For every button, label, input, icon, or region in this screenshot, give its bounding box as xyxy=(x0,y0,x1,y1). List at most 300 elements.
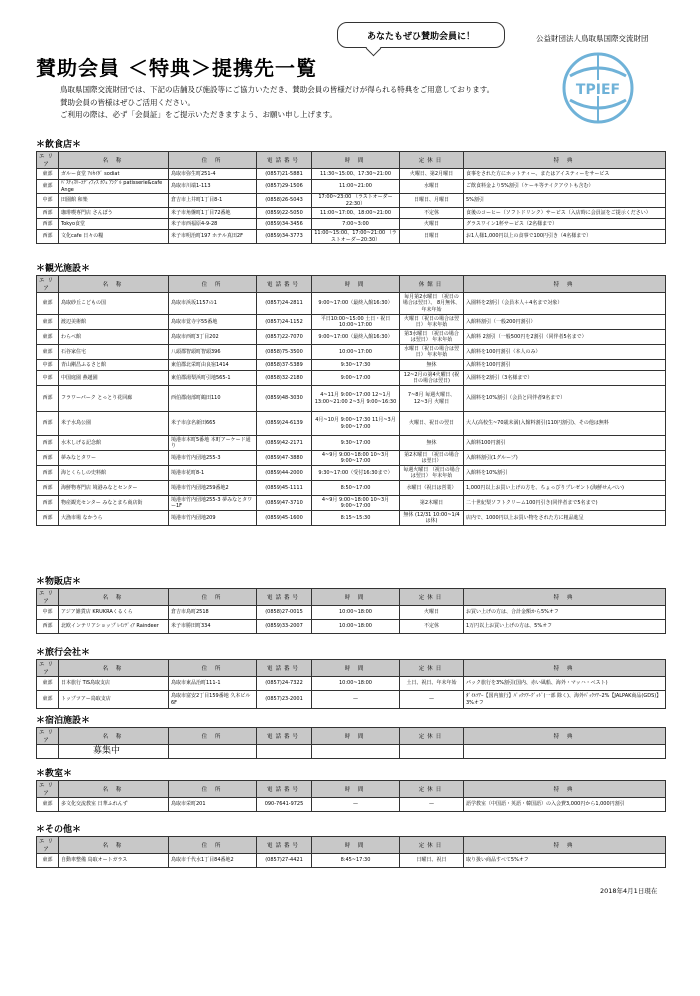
closed-cell: 土日、祝日、年末年始 xyxy=(400,677,464,691)
address-cell: 鳥取市弥生町251-4 xyxy=(169,169,257,180)
address-cell: 西伯郡南部町鶴田110 xyxy=(169,386,257,412)
phone-cell: (0857)24-2811 xyxy=(257,293,312,315)
area-cell: 西部 xyxy=(37,412,59,436)
table-row xyxy=(37,436,666,451)
hours-cell: 9:00~17:00（最終入館16:30） xyxy=(312,330,400,345)
column-header: 電話番号 xyxy=(257,837,312,854)
closed-cell: 第3水曜日 （祝日の場合は翌日） 年末年始 xyxy=(400,330,464,345)
area-cell: 中部 xyxy=(37,606,59,620)
phone-cell: 090-7641-9725 xyxy=(257,798,312,812)
closed-cell: — xyxy=(400,691,464,709)
hours-cell: 9:30~17:30 xyxy=(312,360,400,371)
organization-name: 公益財団法人鳥取県国際交流財団 xyxy=(536,34,649,43)
section-title: ＊観光施設＊ xyxy=(36,264,91,274)
hours-cell: 4~9月 9:00~18:00 10~3月 9:00~17:00 xyxy=(312,496,400,511)
closed-cell: 水曜日（祝日は営業） xyxy=(400,481,464,496)
phone-cell xyxy=(257,745,312,759)
name-cell: 米子水鳥公園 xyxy=(59,412,169,436)
benefit-cell: お買い上げの方は、合計金額から5%オフ xyxy=(464,606,666,620)
area-cell: 東部 xyxy=(37,691,59,709)
column-header: 定休日 xyxy=(400,781,464,798)
name-cell: 北欧インテリアショップ ﾚｲﾝﾃﾞｨｱ Raindeer xyxy=(59,620,169,634)
name-cell: 田園館 和楽 xyxy=(59,194,169,208)
phone-cell: (0859)45-1111 xyxy=(257,481,312,496)
column-header: 特 典 xyxy=(464,781,666,798)
column-header: 特 典 xyxy=(464,837,666,854)
hours-cell: — xyxy=(312,691,400,709)
benefit-cell: 1万円以上お買い上げの方は、5%オフ xyxy=(464,620,666,634)
phone-cell: (0859)45-1600 xyxy=(257,511,312,526)
phone-cell: (0859)24-6139 xyxy=(257,412,312,436)
address-cell: 東伯郡湯梨浜町引地565-1 xyxy=(169,371,257,386)
area-cell: 東部 xyxy=(37,854,59,868)
benefit-cell: 入園料を2割引（会員本人＋4名まで対象） xyxy=(464,293,666,315)
name-cell: 海とくらしの史料館 xyxy=(59,466,169,481)
column-header: エリア xyxy=(37,728,59,745)
closed-cell: 第2木曜日 （祝日の場合は翌日） xyxy=(400,451,464,466)
phone-cell: (0859)33-2007 xyxy=(257,620,312,634)
phone-cell: (0857)29-1506 xyxy=(257,180,312,194)
column-header: 休館日 xyxy=(400,276,464,293)
name-cell: 文化cafe 日々の糧 xyxy=(59,230,169,244)
column-header: 住 所 xyxy=(169,276,257,293)
hours-cell: 8:50~17:00 xyxy=(312,481,400,496)
address-cell: 米子市西福原4-9-28 xyxy=(169,219,257,230)
section-title: ＊旅行会社＊ xyxy=(36,648,91,658)
hours-cell: — xyxy=(312,798,400,812)
column-header: 特 典 xyxy=(464,276,666,293)
hours-cell xyxy=(312,745,400,759)
table-row xyxy=(37,230,666,244)
phone-cell: (0858)26-5043 xyxy=(257,194,312,208)
name-cell: 珈琲喫専門店 さんぽう xyxy=(59,208,169,219)
phone-cell: (0859)42-2171 xyxy=(257,436,312,451)
closed-cell: 12~2月の第4火曜日 (祝日の場合は翌日) xyxy=(400,371,464,386)
hours-cell: 9:30~17:00 xyxy=(312,436,400,451)
table-header-row xyxy=(37,781,666,798)
phone-cell: (0857)24-1152 xyxy=(257,315,312,330)
section xyxy=(36,140,665,244)
column-header: 定休日 xyxy=(400,152,464,169)
column-header: 名 称 xyxy=(59,276,169,293)
phone-cell: (0859)47-3880 xyxy=(257,451,312,466)
callout-bubble xyxy=(337,22,505,48)
phone-cell: (0858)32-2180 xyxy=(257,371,312,386)
table-row xyxy=(37,208,666,219)
column-header: 名 称 xyxy=(59,152,169,169)
column-header: 時 間 xyxy=(312,837,400,854)
closed-cell: 不定休 xyxy=(400,620,464,634)
name-cell: 大漁市場 なかうら xyxy=(59,511,169,526)
table-row xyxy=(37,798,666,812)
column-header: 住 所 xyxy=(169,781,257,798)
name-cell: 海鮮物専門店 境港みなとセンター xyxy=(59,481,169,496)
closed-cell: — xyxy=(400,798,464,812)
address-cell xyxy=(169,745,257,759)
hours-cell: 9:30~17:00（受付16:30まで） xyxy=(312,466,400,481)
address-cell: 鳥取市富安2丁目159番地 久本ビル6F xyxy=(169,691,257,709)
closed-cell: 火曜日（祝日の場合は翌日） 年末年始 xyxy=(400,315,464,330)
closed-cell: 日曜日、月曜日 xyxy=(400,194,464,208)
address-cell: 鳥取市覚寺字55番地 xyxy=(169,315,257,330)
hours-cell: 8:45~17:30 xyxy=(312,854,400,868)
section xyxy=(36,716,665,759)
closed-cell: 火曜日、祝日の翌日 xyxy=(400,412,464,436)
area-cell: 西部 xyxy=(37,620,59,634)
address-cell: 米子市角盤町1丁目72番地 xyxy=(169,208,257,219)
closed-cell: 7~8月 毎週火曜日、 12~3月 火曜日 xyxy=(400,386,464,412)
area-cell: 東部 xyxy=(37,677,59,691)
table-row xyxy=(37,854,666,868)
table-row xyxy=(37,371,666,386)
column-header: 時 間 xyxy=(312,589,400,606)
benefit-cell: 入館料を100円割引 xyxy=(464,360,666,371)
column-header: 名 称 xyxy=(59,781,169,798)
section-title: ＊その他＊ xyxy=(36,825,82,835)
address-cell: 境港市竹内団地255-3 xyxy=(169,451,257,466)
name-cell: 中国庭園 燕趙園 xyxy=(59,371,169,386)
benefit-cell: 取り扱い商品すべて5%オフ xyxy=(464,854,666,868)
column-header: 特 典 xyxy=(464,728,666,745)
address-cell: 八頭郡智頭町智頭396 xyxy=(169,345,257,360)
closed-cell: 無休 xyxy=(400,436,464,451)
phone-cell: (0858)37-5389 xyxy=(257,360,312,371)
phone-cell: (0859)34-3773 xyxy=(257,230,312,244)
column-header: 名 称 xyxy=(59,728,169,745)
benefit-table xyxy=(36,836,666,868)
benefit-cell: 入館料を10%割引 xyxy=(464,466,666,481)
area-cell: 東部 xyxy=(37,330,59,345)
closed-cell: 日曜日 xyxy=(400,230,464,244)
table-header-row xyxy=(37,276,666,293)
area-cell: 西部 xyxy=(37,230,59,244)
address-cell: 鳥取市西町3丁目202 xyxy=(169,330,257,345)
benefit-cell: 5%割引 xyxy=(464,194,666,208)
section-title: ＊教室＊ xyxy=(36,769,73,779)
hours-cell: 8:15~15:30 xyxy=(312,511,400,526)
address-cell: 倉吉市鳥町2518 xyxy=(169,606,257,620)
hours-cell: 10:00~18:00 xyxy=(312,677,400,691)
area-cell: 東部 xyxy=(37,798,59,812)
table-row xyxy=(37,169,666,180)
table-row xyxy=(37,180,666,194)
column-header: 定休日 xyxy=(400,660,464,677)
section xyxy=(36,264,665,526)
intro-text xyxy=(60,84,494,122)
area-cell: 西部 xyxy=(37,496,59,511)
address-cell: 倉吉市上井町1丁目8-1 xyxy=(169,194,257,208)
column-header: 時 間 xyxy=(312,660,400,677)
benefit-table xyxy=(36,780,666,812)
table-row xyxy=(37,345,666,360)
address-cell: 米子市勝田町334 xyxy=(169,620,257,634)
hours-cell: 4~11月 9:00~17:00 12~1月 13:00~21:00 2~3月 9:00~16:30 xyxy=(312,386,400,412)
closed-cell: 日曜日、祝日 xyxy=(400,854,464,868)
column-header: 特 典 xyxy=(464,660,666,677)
column-header: 電話番号 xyxy=(257,589,312,606)
area-cell: 東部 xyxy=(37,169,59,180)
name-cell: フラワーパーク とっとり花回廊 xyxy=(59,386,169,412)
benefit-cell: 二十世紀梨ソフトクリーム100円引き(同伴者まで5名まで) xyxy=(464,496,666,511)
table-header-row xyxy=(37,152,666,169)
hours-cell: 11:00~15:00、17:00~21:00 （ラストオーダー20:30） xyxy=(312,230,400,244)
benefit-cell: 入館料100円割引 xyxy=(464,436,666,451)
area-cell: 東部 xyxy=(37,293,59,315)
name-cell: トップツアー鳥取支店 xyxy=(59,691,169,709)
area-cell: 西部 xyxy=(37,219,59,230)
table-row xyxy=(37,511,666,526)
benefit-cell: 店内で、1000円以上お買い物をされた方に粗品進呈 xyxy=(464,511,666,526)
area-cell: 中部 xyxy=(37,371,59,386)
hours-cell: 11:30~15:00、17:30~21:00 xyxy=(312,169,400,180)
address-cell: 境港市竹内団地209 xyxy=(169,511,257,526)
name-cell: 募集中 xyxy=(59,745,169,759)
column-header: 住 所 xyxy=(169,152,257,169)
column-header: 住 所 xyxy=(169,660,257,677)
name-cell: 多文化交流教室 日華ふれんず xyxy=(59,798,169,812)
column-header: 特 典 xyxy=(464,152,666,169)
benefit-cell: 入館料を100円割引（本人のみ） xyxy=(464,345,666,360)
table-row xyxy=(37,745,666,759)
address-cell: 境港市竹内団地259番地2 xyxy=(169,481,257,496)
address-cell: 鳥取市川端1-113 xyxy=(169,180,257,194)
name-cell: 石谷家住宅 xyxy=(59,345,169,360)
address-cell: 境港市竹内団地255-3 夢みなとタワー1F xyxy=(169,496,257,511)
table-row xyxy=(37,194,666,208)
column-header: 住 所 xyxy=(169,589,257,606)
table-row xyxy=(37,606,666,620)
column-header: エリア xyxy=(37,589,59,606)
column-header: 電話番号 xyxy=(257,276,312,293)
callout-text: あなたもぜひ賛助会員に！ xyxy=(366,31,475,42)
intro-line: ご利用の際は、必ず「会員証」をご提示いただきますよう、お願い申し上げます。 xyxy=(60,110,337,119)
column-header: 時 間 xyxy=(312,728,400,745)
section-title: ＊宿泊施設＊ xyxy=(36,716,91,726)
area-cell: 東部 xyxy=(37,315,59,330)
closed-cell xyxy=(400,745,464,759)
hours-cell: 9:00~17:00 xyxy=(312,371,400,386)
area-cell: 西部 xyxy=(37,466,59,481)
address-cell: 鳥取市栄町201 xyxy=(169,798,257,812)
phone-cell: (0859)48-3030 xyxy=(257,386,312,412)
benefit-cell: 入館料 2割引（一般500円を2割引（同伴者5名まで） xyxy=(464,330,666,345)
section xyxy=(36,769,665,812)
column-header: 定休日 xyxy=(400,589,464,606)
phone-cell: (0857)22-7070 xyxy=(257,330,312,345)
name-cell: Tokyo食堂 xyxy=(59,219,169,230)
table-row xyxy=(37,315,666,330)
column-header: 時 間 xyxy=(312,152,400,169)
name-cell: 渡辺美術館 xyxy=(59,315,169,330)
area-cell: 西部 xyxy=(37,451,59,466)
name-cell: 鳥取砂丘こどもの国 xyxy=(59,293,169,315)
column-header: 定休日 xyxy=(400,837,464,854)
closed-cell: 水曜日 xyxy=(400,180,464,194)
closed-cell: 第2木曜日 xyxy=(400,496,464,511)
column-header: エリア xyxy=(37,276,59,293)
benefit-cell: 入館料割引（一般200円割引） xyxy=(464,315,666,330)
tpief-logo xyxy=(562,52,634,124)
table-row xyxy=(37,451,666,466)
table-row xyxy=(37,360,666,371)
table-row xyxy=(37,386,666,412)
logo-text: TPIEF xyxy=(575,82,621,98)
phone-cell: (0859)34-3456 xyxy=(257,219,312,230)
address-cell: 米子市明治町197 ホテル真田2F xyxy=(169,230,257,244)
benefit-cell: 入園料を10%割引（会員と同伴者9名まで） xyxy=(464,386,666,412)
page-title: 賛助会員 ＜特典＞提携先一覧 xyxy=(36,56,317,80)
address-cell: 米子市彦名新田665 xyxy=(169,412,257,436)
hours-cell: 10:00~17:00 xyxy=(312,345,400,360)
table-header-row xyxy=(37,837,666,854)
column-header: 時 間 xyxy=(312,781,400,798)
section-title: ＊飲食店＊ xyxy=(36,140,82,150)
benefit-table xyxy=(36,659,666,709)
intro-line: 賛助会員の皆様はぜひご活用ください。 xyxy=(60,97,195,107)
table-row xyxy=(37,481,666,496)
hours-cell: 10:00~18:00 xyxy=(312,620,400,634)
area-cell: 東部 xyxy=(37,345,59,360)
area-cell: 中部 xyxy=(37,194,59,208)
name-cell: 青山剛昌ふるさと館 xyxy=(59,360,169,371)
table-row xyxy=(37,412,666,436)
area-cell: 西部 xyxy=(37,436,59,451)
column-header: 特 典 xyxy=(464,589,666,606)
closed-cell: 不定休 xyxy=(400,208,464,219)
column-header: エリア xyxy=(37,837,59,854)
name-cell: 夢みなとタワー xyxy=(59,451,169,466)
column-header: 名 称 xyxy=(59,660,169,677)
benefit-cell: グラスワイン1杯サービス（2名様まで） xyxy=(464,219,666,230)
phone-cell: (0858)27-0015 xyxy=(257,606,312,620)
section xyxy=(36,825,665,868)
area-cell: 西部 xyxy=(37,386,59,412)
phone-cell: (0857)23-2001 xyxy=(257,691,312,709)
benefit-cell: 食事をされた方にホットティー、またはアイスティーをサービス xyxy=(464,169,666,180)
area-cell: 西部 xyxy=(37,481,59,496)
table-row xyxy=(37,620,666,634)
column-header: 定休日 xyxy=(400,728,464,745)
area-cell: 西部 xyxy=(37,511,59,526)
hours-cell: 9:00~17:00（最終入館16:30） xyxy=(312,293,400,315)
phone-cell: (0857)27-4421 xyxy=(257,854,312,868)
benefit-table xyxy=(36,727,666,759)
column-header: エリア xyxy=(37,781,59,798)
name-cell: わらべ館 xyxy=(59,330,169,345)
name-cell: 自動車整備 鳥取オートガラス xyxy=(59,854,169,868)
phone-cell: (0859)47-3710 xyxy=(257,496,312,511)
hours-cell: 4月~10月 9:00~17:30 11月~3月 9:00~17:00 xyxy=(312,412,400,436)
hours-cell: 11:00~17:00、18:00~21:00 xyxy=(312,208,400,219)
benefit-cell: 入園料を2割引（3名様まで） xyxy=(464,371,666,386)
area-cell: 中部 xyxy=(37,360,59,371)
table-header-row xyxy=(37,728,666,745)
section xyxy=(36,577,665,634)
benefit-cell: ﾀﾞｲﾙﾂｱｰ【国内旅行】ﾊﾞｯｸﾂｱｰｸﾞｯﾄﾞ(一部 除く)、海外ﾊﾟｯｸﾂｱｰ2%【JALPAK商品(GDS)】3%オフ xyxy=(464,691,666,709)
name-cell: 日本旅行 TiS鳥取支店 xyxy=(59,677,169,691)
address-cell: 境港市花町8-1 xyxy=(169,466,257,481)
column-header: 電話番号 xyxy=(257,660,312,677)
column-header: エリア xyxy=(37,660,59,677)
hours-cell: 10:00~18:00 xyxy=(312,606,400,620)
closed-cell: 毎週火曜日 （祝日の場合は翌日） 年末年始 xyxy=(400,466,464,481)
column-header: エリア xyxy=(37,152,59,169)
table-row xyxy=(37,219,666,230)
table-header-row xyxy=(37,660,666,677)
benefit-cell: 1,000円以上お買い上げの方を、ちょっぴりプレゼント(海鮮せんべい) xyxy=(464,481,666,496)
name-cell: 水木しげる記念館 xyxy=(59,436,169,451)
table-row xyxy=(37,293,666,315)
table-header-row xyxy=(37,589,666,606)
benefit-cell: 食後のコーヒー（ソフトドリンク）サービス（入店時に会員証をご提示ください） xyxy=(464,208,666,219)
as-of-date: 2018年4月1日現在 xyxy=(600,887,658,895)
area-cell xyxy=(37,745,59,759)
phone-cell: (0859)22-5050 xyxy=(257,208,312,219)
benefit-cell xyxy=(464,745,666,759)
table-row xyxy=(37,330,666,345)
area-cell: 東部 xyxy=(37,180,59,194)
hours-cell: 4~9月 9:00~18:00 10~3月 9:00~17:00 xyxy=(312,451,400,466)
address-cell: 東伯郡北栄町由良宿1414 xyxy=(169,360,257,371)
closed-cell: 無休 xyxy=(400,360,464,371)
column-header: 名 称 xyxy=(59,837,169,854)
phone-cell: (0858)75-3500 xyxy=(257,345,312,360)
phone-cell: (0857)21-5881 xyxy=(257,169,312,180)
benefit-cell: お1人様1,000円以上の食事で100円引き（4名様まで） xyxy=(464,230,666,244)
hours-cell: 17:00~23:00 （ラストオーダー22:30） xyxy=(312,194,400,208)
closed-cell: 無休 (12/31 10:00~1/4は休) xyxy=(400,511,464,526)
closed-cell: 火曜日 xyxy=(400,606,464,620)
table-row xyxy=(37,496,666,511)
benefit-table xyxy=(36,275,666,526)
name-cell: 物産観光センター みなとまち商店街 xyxy=(59,496,169,511)
table-row xyxy=(37,677,666,691)
name-cell: ﾊﾟｽﾃｨｽﾘｰｴﾃﾞｨﾌｨｽ ｶﾌｪ ｱﾝｸﾞﾙ patisserie&cafe Ange xyxy=(59,180,169,194)
closed-cell: 火曜日、第2月曜日 xyxy=(400,169,464,180)
column-header: 住 所 xyxy=(169,837,257,854)
closed-cell: 水曜日（祝日の場合は翌日） 年末年始 xyxy=(400,345,464,360)
table-row xyxy=(37,691,666,709)
address-cell: 鳥取市東品治町111-1 xyxy=(169,677,257,691)
benefit-cell: パック旅行を3%割引(国内、赤い風船、海外・マッハ・ベスト) xyxy=(464,677,666,691)
closed-cell: 毎月第2水曜日 （祝日の場合は翌日）、 8月無休、年末年始 xyxy=(400,293,464,315)
hours-cell: 7:00~3:00 xyxy=(312,219,400,230)
column-header: 住 所 xyxy=(169,728,257,745)
benefit-table xyxy=(36,151,666,244)
address-cell: 境港市本町5番地 本町アーケード通り xyxy=(169,436,257,451)
phone-cell: (0859)44-2000 xyxy=(257,466,312,481)
benefit-cell: 大人(高校生~70歳未満)入館料割引(110円割引)、その他は無料 xyxy=(464,412,666,436)
name-cell: ガルー食堂 ｱﾙｶｲﾀﾞ sodiat xyxy=(59,169,169,180)
column-header: 時 間 xyxy=(312,276,400,293)
intro-line: 鳥取県国際交流財団では、下記の店舗及び施設等にご協力いただき、賛助会員の皆様だけが得られる特典をご用意しております。 xyxy=(60,85,495,94)
section-title: ＊物販店＊ xyxy=(36,577,82,587)
benefit-cell: 語学教室（中国語・英語・韓国語）の入会費3,000円から1,000円割引 xyxy=(464,798,666,812)
hours-cell: 平日10:00~15:00 土日・祝日10:00~17:00 xyxy=(312,315,400,330)
name-cell: アジア雑貨店 KRUKRAくるくら xyxy=(59,606,169,620)
closed-cell: 火曜日 xyxy=(400,219,464,230)
address-cell: 鳥取市浜坂1157の1 xyxy=(169,293,257,315)
section xyxy=(36,648,665,709)
benefit-cell: 入館料割引(1グループ) xyxy=(464,451,666,466)
benefit-cell: ご飲食料金より5%割引（ケーキ等テイクアウトも含む） xyxy=(464,180,666,194)
column-header: 電話番号 xyxy=(257,781,312,798)
column-header: 名 称 xyxy=(59,589,169,606)
benefit-table xyxy=(36,588,666,634)
address-cell: 鳥取市千代水1丁目84番地2 xyxy=(169,854,257,868)
area-cell: 西部 xyxy=(37,208,59,219)
column-header: 電話番号 xyxy=(257,728,312,745)
